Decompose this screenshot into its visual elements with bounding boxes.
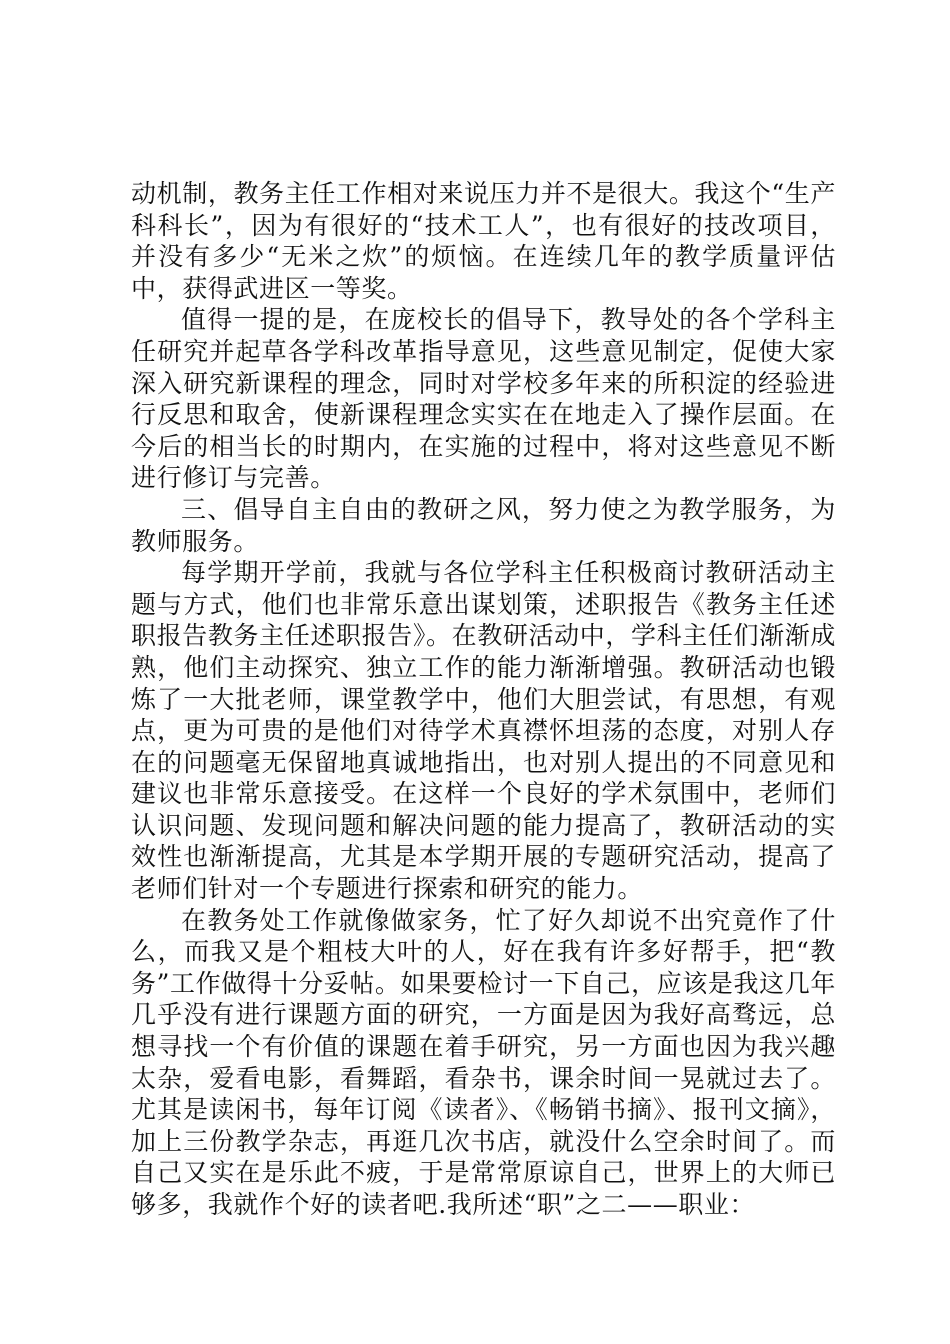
- paragraph-teaching-research: 每学期开学前，我就与各位学科主任积极商讨教研活动主题与方式，他们也非常乐意出谋划策，述职报告《教务主任述职报告教务主任述职报告》。在教研活动中，学科主任们渐渐成熟，他们主动探究、独立工作的能力渐渐增强。教研活动也锻炼了一大批老师，课堂教学中，他们大胆尝试，有思想，有观点，更为可贵的是他们对待学术真襟怀坦荡的态度，对别人存在的问题毫无保留地真诚地指出，也对别人提出的不同意见和建议也非常乐意接受。在这样一个良好的学术氛围中，老师们认识问题、发现问题和解决问题的能力提高了，教研活动的实效性也渐渐提高，尤其是本学期开展的专题研究活动，提高了老师们针对一个专题进行探索和研究的能力。: [131, 558, 836, 904]
- paragraph-self-review: 在教务处工作就像做家务，忙了好久却说不出究竟作了什么，而我又是个粗枝大叶的人，好在我有许多好帮手，把“教务”工作做得十分妥帖。如果要检讨一下自己，应该是我这几年几乎没有进行课题方面的研究，一方面是因为我好高骛远，总想寻找一个有价值的课题在着手研究，另一方面也因为我兴趣太杂，爱看电影，看舞蹈，看杂书，课余时间一晃就过去了。尤其是读闲书，每年订阅《读者》、《畅销书摘》、报刊文摘》，加上三份教学杂志，再逛几次书店，就没什么空余时间了。而自己又实在是乐此不疲，于是常常原谅自己，世界上的大师已够多，我就作个好的读者吧.我所述“职”之二——职业：: [131, 905, 836, 1219]
- paragraph-continuation: 动机制，教务主任工作相对来说压力并不是很大。我这个“生产科科长”，因为有很好的“技术工人”，也有很好的技改项目，并没有多少“无米之炊”的烦恼。在连续几年的教学质量评估中，获得武进区一等奖。: [131, 179, 836, 303]
- paragraph-subject-guidance: 值得一提的是，在庞校长的倡导下，教导处的各个学科主任研究并起草各学科改革指导意见，这些意见制定，促使大家深入研究新课程的理念，同时对学校多年来的所积淀的经验进行反思和取舍，使新课程理念实实在在地走入了操作层面。在今后的相当长的时期内，在实施的过程中，将对这些意见不断进行修订与完善。: [131, 305, 836, 493]
- section-heading-three: 三、倡导自主自由的教研之风，努力使之为教学服务，为教师服务。: [131, 494, 836, 556]
- document-body: [131, 178, 836, 1221]
